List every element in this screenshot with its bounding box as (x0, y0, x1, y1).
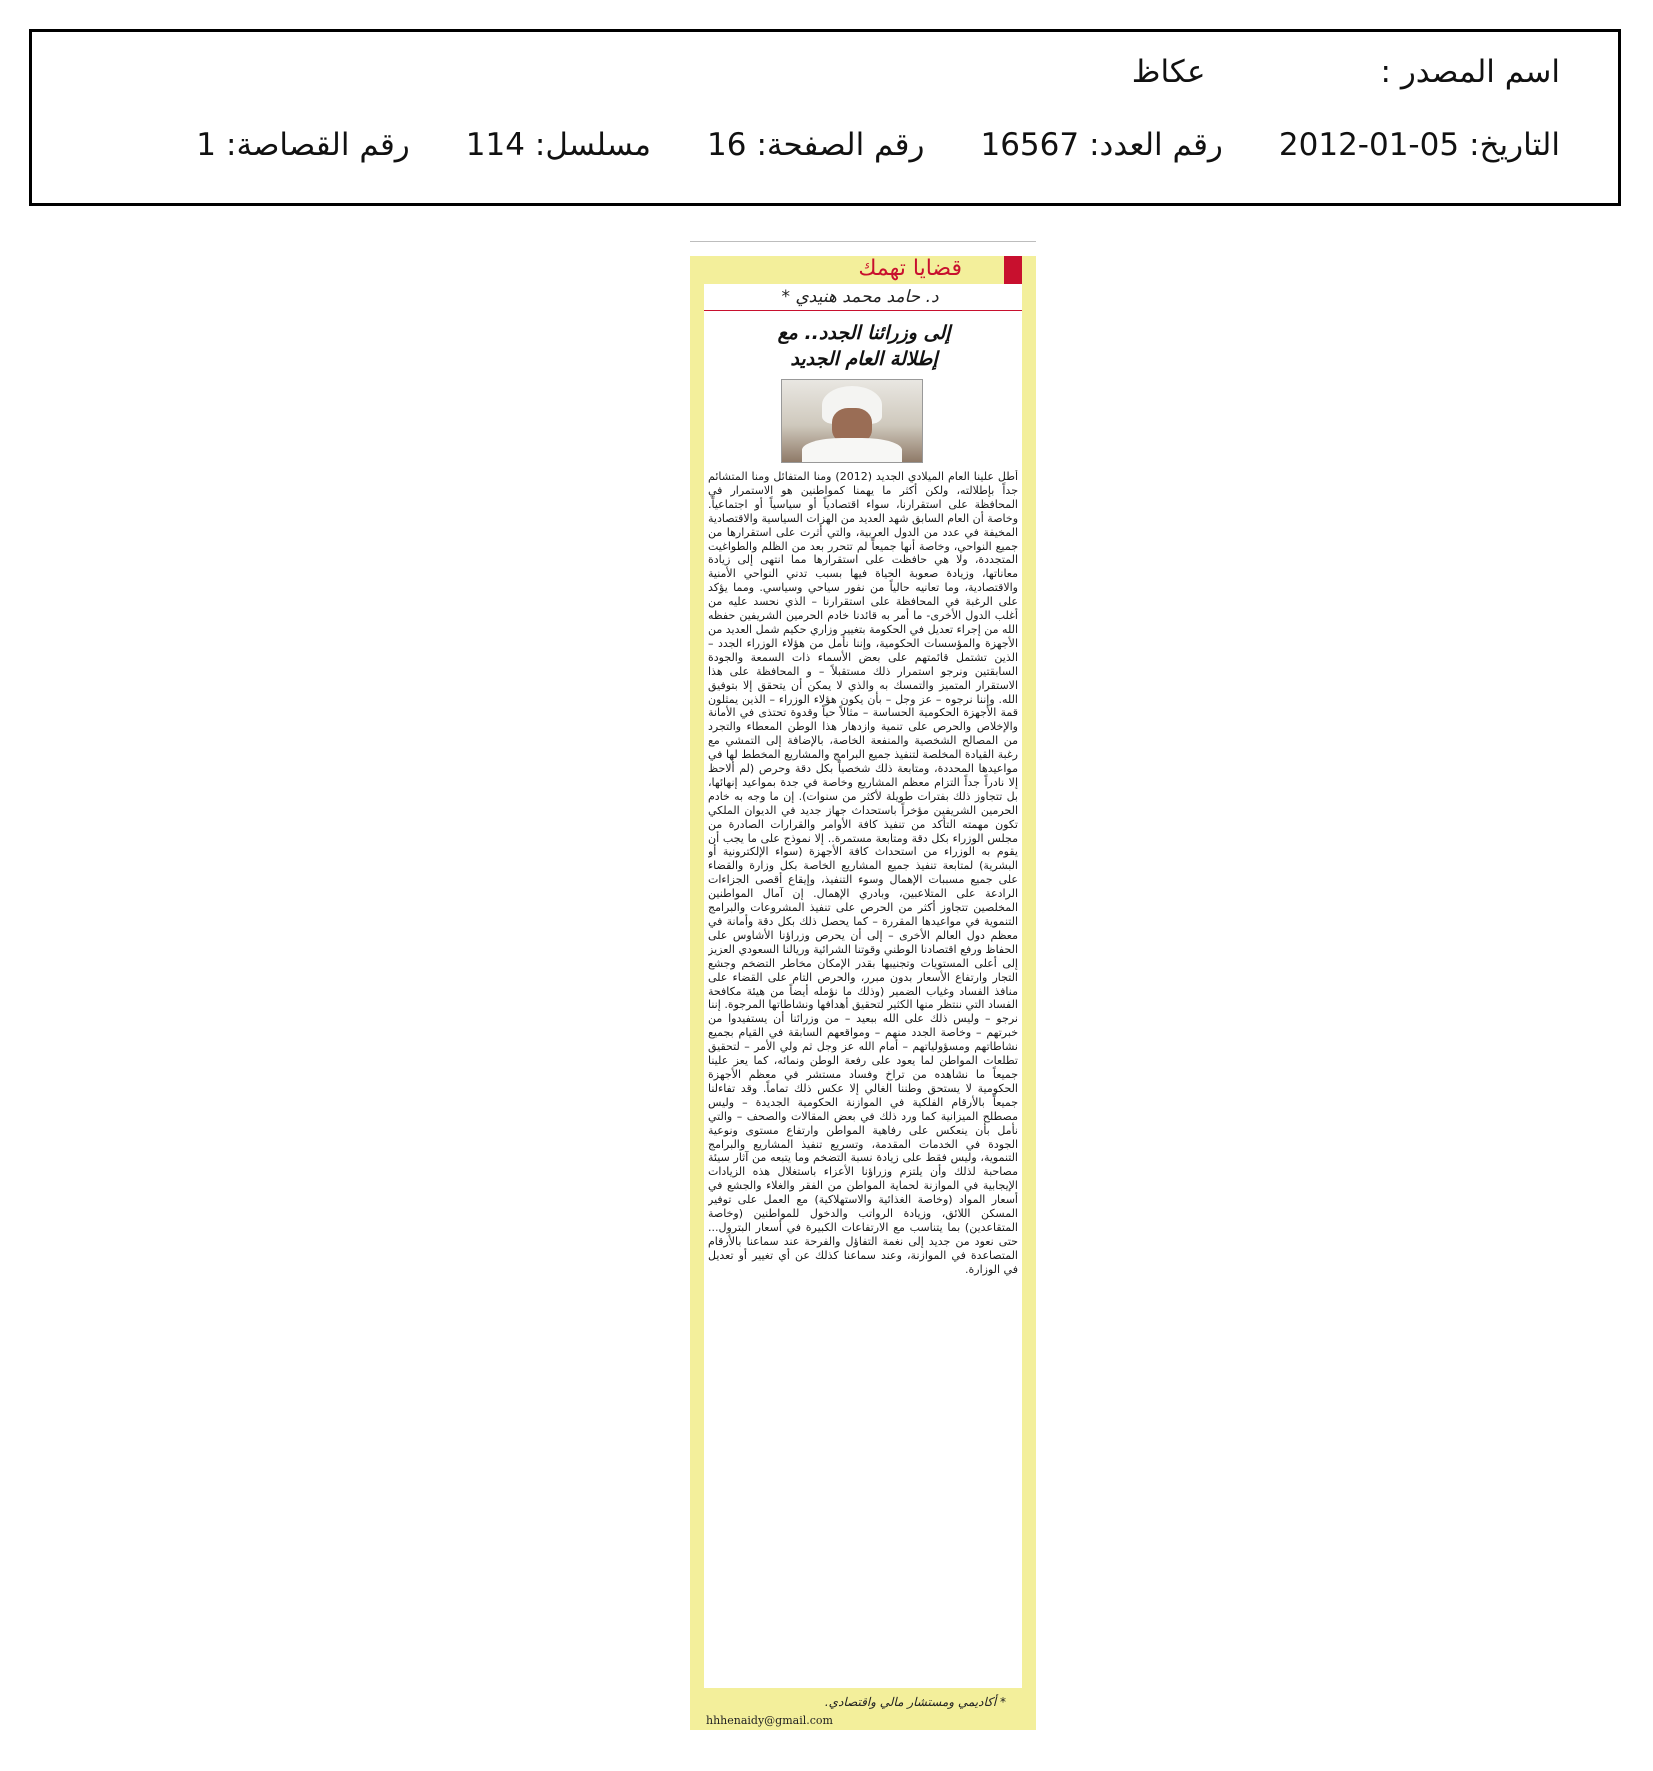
portrait-shoulders (802, 438, 902, 463)
clipping-frame-right (1022, 256, 1036, 1730)
page-field (707, 127, 924, 163)
source-row (1132, 54, 1560, 90)
newspaper-clipping (690, 241, 1036, 1730)
date-label: التاريخ: (1469, 127, 1560, 163)
issue-value: 16567 (980, 127, 1080, 163)
date-field (1279, 127, 1560, 163)
column-category: قضايا تهمك (858, 256, 962, 281)
serial-label: مسلسل: (534, 127, 652, 163)
clipping-frame-left (690, 256, 704, 1730)
page-label: رقم الصفحة: (756, 127, 925, 163)
clipping-metadata-box (29, 29, 1621, 206)
author-signature: * أكاديمي ومستشار مالي واقتصادي. (824, 1695, 1006, 1709)
clip-number-value: 1 (196, 127, 217, 163)
serial-field (466, 127, 651, 163)
date-value: 2012-01-05 (1278, 127, 1460, 163)
clip-number-label: رقم القصاصة: (226, 127, 410, 163)
issue-field (980, 127, 1222, 163)
article-author: د. حامد محمد هنيدي * (781, 287, 939, 307)
issue-label: رقم العدد: (1089, 127, 1223, 163)
author-email: hhhenaidy@gmail.com (706, 1714, 833, 1727)
clip-number-field (196, 127, 409, 163)
portrait-photo (781, 379, 923, 463)
serial-value: 114 (465, 127, 525, 163)
page-value: 16 (707, 127, 747, 163)
header-divider (704, 310, 1022, 311)
column-marker (1004, 256, 1022, 284)
details-row (196, 127, 1560, 163)
source-value: عكاظ (1131, 54, 1206, 90)
headline-line-1: إلى وزرائنا الجدد.. مع (777, 322, 951, 344)
headline-line-2: إطلالة العام الجديد (790, 348, 938, 370)
article-body: أطل علينا العام الميلادي الجديد (2012) ومنا المتفائل ومنا المتشائم جداً بإطلالته، ولكن أكثر ما يهمنا كمواطنين هو الاستمرار في المحافظة على استقرارنا، سواء اقتصادياً أو سياسياً أو اجتماعياً. وخاصة أن العام السابق شهد العديد من الهزات السياسية والاقتصادية المخيفة في عدد من الدول العربية، والتي أثرت على استقرارها من جميع النواحي، وخاصة أنها جميعاً لم تتحرر بعد من الظلم والطواغيت المتجددة، ولا هي حافظت على استقرارها مما انتهى إلى زيادة معاناتها، وزيادة صعوبة الحياة فيها بسبب تدني النواحي الأمنية والاقتصادية، وما تعانيه حالياً من نفور سياحي وسياسي. ومما يؤكد على الرغبة في المحافظة على استقرارنا – الذي نحسد عليه من أغلب الدول الأخرى- ما أمر به قائدنا خادم الحرمين الشريفين حفظه الله من إجراء تعديل في الحكومة بتغيير وزاري حكيم شمل العديد من الأجهزة والمؤسسات الحكومية، وإننا نأمل من هؤلاء الوزراء الجدد – الذين تشتمل قائمتهم على بعض الأسماء ذات السمعة والجودة السابقتين ونرجو استمرار ذلك مستقبلاً – و المحافظة على هذا الاستقرار المتميز والتمسك به والذي لا يمكن أن يتحقق إلا بتوفيق الله. وإننا نرجوه – عز وجل – بأن يكون هؤلاء الوزراء – الذين يمثلون قمة الأجهزة الحكومية الحساسة – مثالاً حياً وقدوة تحتذى في الأمانة والإخلاص والحرص على تنمية وازدهار هذا الوطن المعطاء والتجرد من المصالح الشخصية والمنفعة الخاصة، بالإضافة إلى التمشي مع رغبة القيادة المخلصة لتنفيذ جميع البرامج والمشاريع المخطط لها في مواعيدها المحددة، ومتابعة ذلك شخصياً بكل دقة وحرص (لم ألاحظ إلا نادراً جداً التزام معظم المشاريع وخاصة في جدة بمواعيد إنهائها، بل تتجاوز ذلك بفترات طويلة لأكثر من سنوات). إن ما وجه به خادم الحرمين الشريفين مؤخراً باستحداث جهاز جديد في الديوان الملكي تكون مهمته التأكد من تنفيذ كافة الأوامر والقرارات الصادرة من مجلس الوزراء بكل دقة ومتابعة مستمرة.. إلا نموذج على ما يجب أن يقوم به الوزراء من استحداث كافة الأجهزة (سواء الإلكترونية أو البشرية) لمتابعة تنفيذ جميع المشاريع الخاصة بكل وزارة والقضاء على جميع مسببات الإهمال وسوء التنفيذ، وإيقاع أقصى الجزاءات الرادعة على المتلاعبين، وبادري الإهمال. إن آمال المواطنين المخلصين تتجاوز أكثر من الحرص على تنفيذ المشروعات والبرامج التنموية في مواعيدها المقررة – كما يحصل ذلك بكل دقة وأمانة في معظم دول العالم الأخرى – إلى أن يحرص وزراؤنا الأشاوس على الحفاظ ورفع اقتصادنا الوطني وقوتنا الشرائية وريالنا السعودي العزيز إلى أعلى المستويات وتجنيبها بقدر الإمكان مخاطر التضخم وجشع التجار وارتفاع الأسعار بدون مبرر، والحرص التام على القضاء على منافذ الفساد وغياب الضمير (وذلك ما نؤمله أيضاً من هيئة مكافحة الفساد التي ننتظر منها الكثير لتحقيق أهدافها ونشاطاتها المرجوة. إننا نرجو – وليس ذلك على الله ببعيد – من وزرائنا أن يستفيدوا من خبرتهم – وخاصة الجدد منهم – ومواقعهم السابقة في القيام بجميع نشاطاتهم ومسؤولياتهم – أمام الله عز وجل ثم ولي الأمر – لتحقيق تطلعات المواطن لما يعود على رفعة الوطن ونمائه، كما يعز علينا جميعاً ما نشاهده من تراخ وفساد مستشر في معظم الأجهزة الحكومية لا يستحق وطننا الغالي إلا عكس ذلك تماماً. وقد تفاءلنا جميعاً بالأرقام الفلكية في الموازنة الحكومية الجديدة – وليس مصطلح الميزانية كما ورد ذلك في بعض المقالات والصحف – والتي نأمل بأن ينعكس على رفاهية المواطن وارتفاع مستوى ونوعية الجودة في الخدمات المقدمة، وتسريع تنفيذ المشاريع والبرامج التنموية، وليس فقط على زيادة نسبة التضخم وما يتبعه من آثار سيئة مصاحبة لذلك وأن يلتزم وزراؤنا الأعزاء باستغلال هذه الزيادات الإيجابية في الموازنة لحماية المواطن من الفقر والغلاء والجشع في أسعار المواد (وخاصة الغذائية والاستهلاكية) مع العمل على توفير المسكن اللائق، وزيادة الرواتب والدخول للمواطنين (وخاصة المتقاعدين) بما يتناسب مع الارتفاعات الكبيرة في أسعار البترول... حتى نعود من جديد إلى نغمة التفاؤل والفرحة عند سماعنا بالأرقام المتصاعدة في الموازنة، وعند سماعنا كذلك عن أي تغيير أو تعديل في الوزارة. (708, 470, 1018, 1276)
article-headline (714, 320, 1014, 372)
source-label: اسم المصدر : (1380, 54, 1560, 90)
column-header (704, 256, 1022, 284)
